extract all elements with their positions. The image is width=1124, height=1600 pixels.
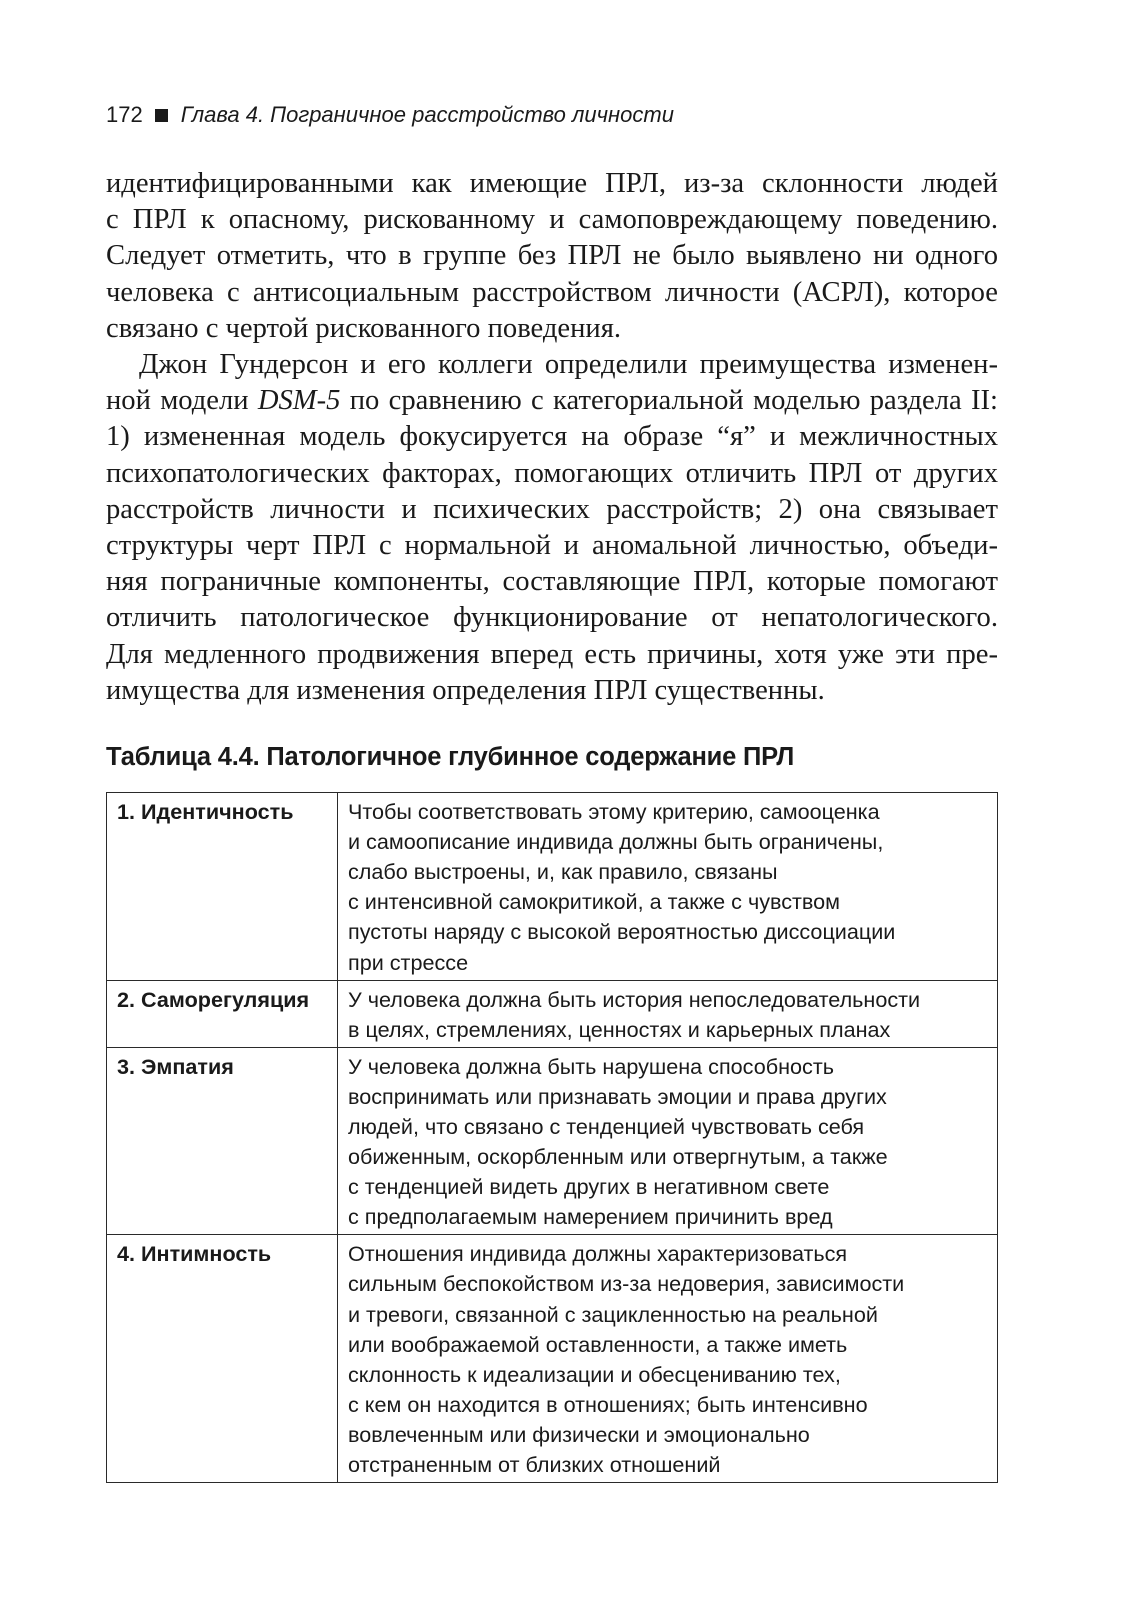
description-line: или воображаемой оставленности, а также иметь — [348, 1331, 848, 1357]
row-label: 3. Эмпатия — [107, 1047, 338, 1235]
text-line: связано с чертой рискованного поведения. — [106, 312, 621, 344]
description-line: Чтобы соответствовать этому критерию, самооценка — [348, 799, 880, 825]
description-line: склонность к идеализации и обесцениванию тех, — [348, 1361, 841, 1387]
row-description — [338, 1235, 998, 1483]
row-description — [338, 793, 998, 981]
text-line: няя пограничные компоненты, составляющие ПРЛ, которые помогают — [106, 566, 998, 598]
table-row — [107, 793, 998, 981]
text-line: с ПРЛ к опасному, рискованному и самоповреждающему поведению. — [106, 204, 998, 236]
description-line: с тенденцией видеть других в негативном свете — [348, 1174, 830, 1200]
row-label: 2. Саморегуляция — [107, 980, 338, 1047]
paragraph-2 — [106, 347, 998, 709]
description-line: У человека должна быть нарушена способность — [348, 1053, 834, 1079]
description-line: и тревоги, связанной с зацикленностью на реальной — [348, 1301, 878, 1327]
text-run: ной модели — [106, 385, 258, 417]
table-row — [107, 1047, 998, 1235]
text-line-with-emphasis — [106, 383, 998, 419]
description-line: воспринимать или признавать эмоции и права других — [348, 1083, 887, 1109]
text-line: расстройств личности и психических расстройств; 2) она связывает — [106, 493, 998, 525]
description-line: пустоты наряду с высокой вероятностью диссоциации — [348, 919, 896, 945]
text-run: по сравнению с категориальной моделью раздела II: — [340, 385, 998, 417]
text-line: психопатологических факторах, помогающих отличить ПРЛ от других — [106, 457, 998, 489]
text-line: структуры черт ПРЛ с нормальной и аномальной личностью, объеди- — [106, 530, 998, 562]
description-line: с интенсивной самокритикой, а также с чувством — [348, 889, 840, 915]
description-line: У человека должна быть история непоследовательности — [348, 986, 921, 1012]
description-line: отстраненным от близких отношений — [348, 1452, 721, 1478]
description-line: с предполагаемым намерением причинить вред — [348, 1204, 833, 1230]
description-line: обиженным, оскорбленным или отвергнутым, а также — [348, 1144, 888, 1170]
text-line: идентифицированными как имеющие ПРЛ, из-за склонности людей — [106, 168, 998, 199]
square-bullet-icon — [155, 109, 168, 122]
paragraph-1 — [106, 166, 998, 347]
description-line: Отношения индивида должны характеризоваться — [348, 1241, 848, 1267]
running-header — [106, 98, 998, 132]
text-line: Джон Гундерсон и его коллеги определили преимущества изменен- — [139, 349, 998, 381]
dsm-emphasis: DSM-5 — [257, 385, 341, 417]
text-line: имущества для изменения определения ПРЛ существенны. — [106, 674, 825, 706]
description-line: в целях, стремлениях, ценностях и карьерных планах — [348, 1016, 891, 1042]
page-number: 172 — [106, 102, 143, 127]
table-caption: Таблица 4.4. Патологичное глубинное содержание ПРЛ — [106, 743, 795, 772]
description-line: с кем он находится в отношениях; быть интенсивно — [348, 1391, 868, 1417]
book-page — [106, 98, 998, 1483]
text-line: отличить патологическое функционирование от непатологического. — [106, 602, 998, 634]
text-line: человека с антисоциальным расстройством личности (АСРЛ), которое — [106, 276, 998, 308]
description-line: слабо выстроены, и, как правило, связаны — [348, 859, 778, 885]
table-row — [107, 980, 998, 1047]
text-line: Для медленного продвижения вперед есть причины, хотя уже эти пре- — [106, 638, 998, 670]
description-line: сильным беспокойством из-за недоверия, зависимости — [348, 1271, 905, 1297]
running-title: Глава 4. Пограничное расстройство личности — [180, 102, 674, 127]
description-line: вовлеченным или физически и эмоционально — [348, 1421, 810, 1447]
table-row — [107, 1235, 998, 1483]
description-line: людей, что связано с тенденцией чувствовать себя — [348, 1113, 865, 1139]
text-line: 1) измененная модель фокусируется на образе “я” и межличностных — [106, 421, 998, 453]
row-label: 1. Идентичность — [107, 793, 338, 981]
description-line: при стрессе — [348, 949, 469, 975]
row-label: 4. Интимность — [107, 1235, 338, 1483]
row-description — [338, 1047, 998, 1235]
description-line: и самоописание индивида должны быть ограничены, — [348, 829, 884, 855]
criteria-table — [106, 792, 998, 1483]
row-description — [338, 980, 998, 1047]
text-line: Следует отметить, что в группе без ПРЛ не было выявлено ни одного — [106, 240, 998, 272]
